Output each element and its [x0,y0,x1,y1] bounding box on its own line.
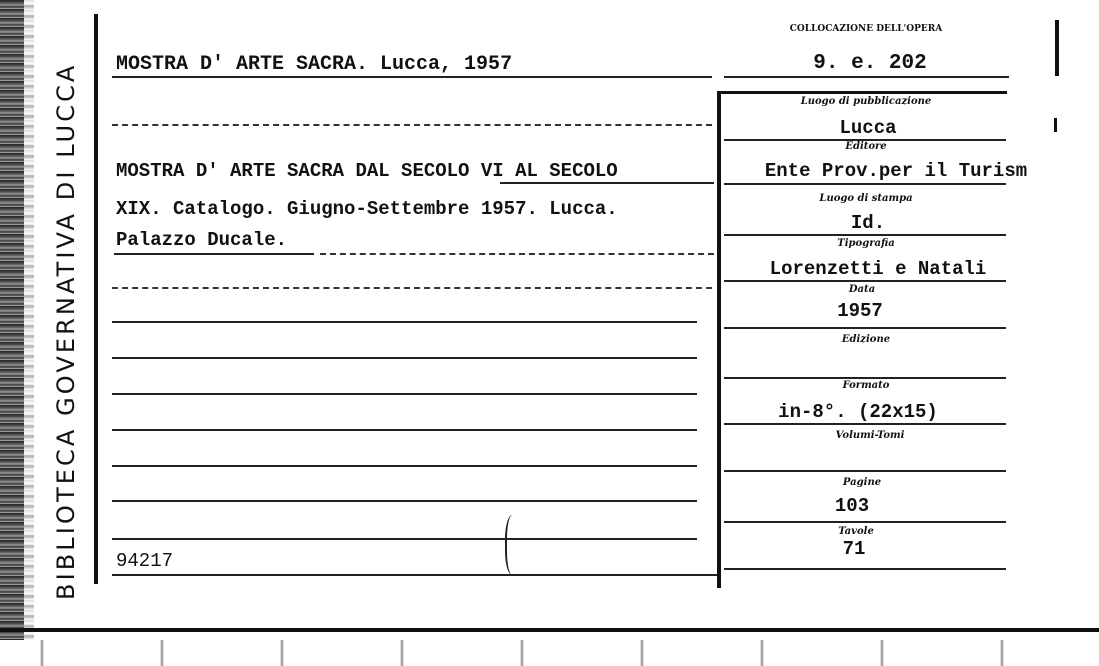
card-bottom-shadow [0,640,1099,666]
field-line [724,280,1006,282]
blank-line [112,321,697,323]
blank-line [112,429,697,431]
field-label-printer: Tipografia [837,238,895,249]
field-label-plates: Tavole [838,526,874,537]
field-line [724,377,1006,379]
field-value-pages: 103 [834,495,870,517]
field-label-volumes: Volumi-Tomi [835,430,905,441]
field-value-format: in-8°. (22x15) [778,401,938,423]
blank-line [112,393,697,395]
field-line [724,327,1006,329]
title-line-3: Palazzo Ducale. [116,229,288,251]
field-value-printer: Lorenzetti e Natali [769,258,987,280]
field-line [724,234,1006,236]
title-line-1: MOSTRA D' ARTE SACRA DAL SECOLO VI AL SECOLO [116,160,618,182]
field-value-plates: 71 [842,538,866,560]
field-label-pages: Pagine [842,477,882,488]
field-value-print-place: Id. [850,212,886,234]
field-line [724,423,1006,425]
margin-rule [94,14,98,584]
field-label-place: Luogo di pubblicazione [800,96,932,107]
field-line [724,470,1006,472]
collocation-label: COLLOCAZIONE DELL'OPERA [789,24,943,34]
field-line [724,183,1006,185]
field-value-date: 1957 [837,300,883,322]
field-label-format: Formato [842,380,890,391]
collocation-value: 9. e. 202 [813,52,927,75]
field-label-date: Data [848,284,876,295]
heading-underline [112,76,712,78]
card-bottom-edge [0,628,1099,632]
title-underline-1 [500,182,714,184]
scan-mark [1054,118,1057,132]
card-heading: MOSTRA D' ARTE SACRA. Lucca, 1957 [116,53,513,76]
card-left-edge-shadow [24,0,34,640]
blank-line [112,538,697,540]
field-line [724,521,1006,523]
field-label-publisher: Editore [845,141,887,152]
blank-line [112,357,697,359]
field-label-edition: Edizione [841,334,891,345]
fields-box-top [717,91,1007,94]
blank-line [112,500,697,502]
scan-mark [1055,20,1059,76]
title-line-2: XIX. Catalogo. Giugno-Settembre 1957. Lucca. [116,198,618,220]
library-name: BIBLIOTECA GOVERNATIVA DI LUCCA [52,62,80,600]
field-line [724,568,1006,570]
title-dash-3 [320,253,714,255]
field-label-print-place: Luogo di stampa [819,193,913,204]
field-value-publisher: Ente Prov.per il Turism [764,160,1028,182]
inventory-number: 94217 [116,550,174,572]
paper-stain [505,515,523,575]
inventory-underline [112,574,717,576]
card-left-edge [0,0,24,640]
title-underline-3 [114,253,314,255]
blank-line [112,287,712,289]
blank-line [112,465,697,467]
blank-line [112,124,712,126]
collocation-underline [724,76,1009,78]
fields-box-rule [717,92,721,588]
field-value-place: Lucca [839,117,897,139]
